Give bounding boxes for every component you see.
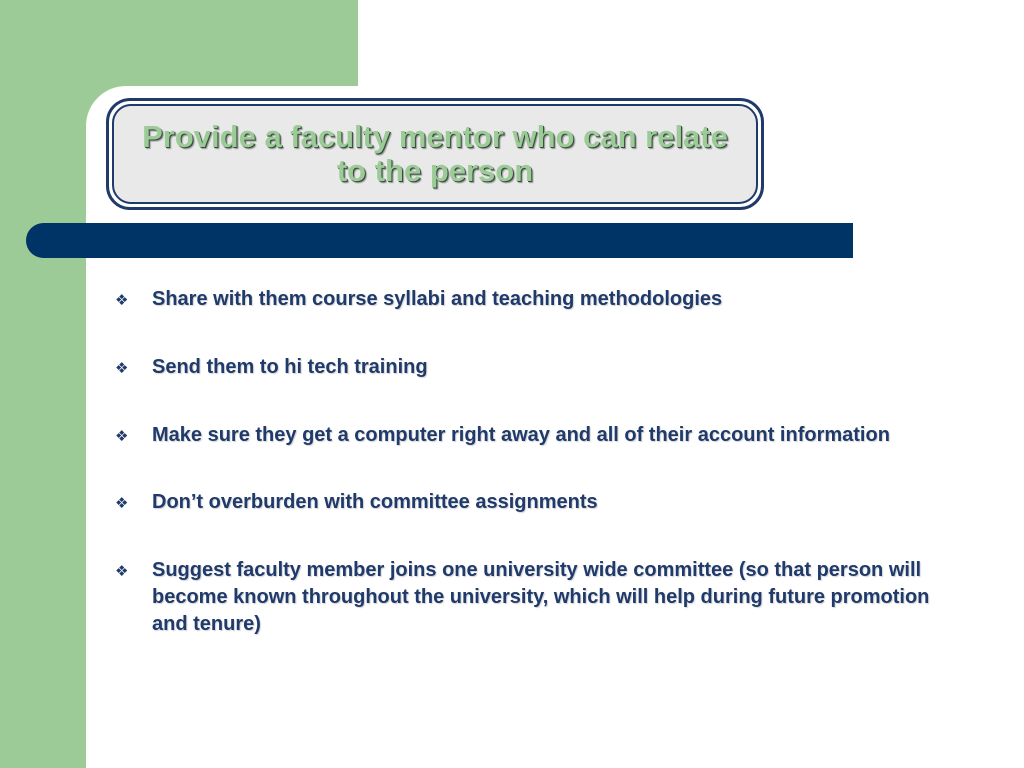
diamond-bullet-icon: ❖ — [115, 428, 129, 445]
diamond-bullet-icon: ❖ — [115, 563, 129, 580]
blue-divider-bar — [26, 223, 853, 258]
bullet-list — [112, 286, 962, 638]
slide-title: Provide a faculty mentor who can relate to the person — [142, 119, 728, 188]
title-box — [106, 98, 764, 210]
bullet-item — [112, 354, 962, 381]
bullet-text: Don’t overburden with committee assignments — [152, 491, 598, 513]
bullet-item — [112, 286, 962, 313]
title-box-inner — [112, 104, 758, 204]
diamond-bullet-icon: ❖ — [115, 292, 129, 309]
bullet-text: Share with them course syllabi and teaching methodologies — [152, 288, 723, 310]
bullet-text: Send them to hi tech training — [152, 356, 428, 378]
bullet-item — [112, 489, 962, 516]
bullet-item — [112, 422, 962, 449]
bullet-text: Suggest faculty member joins one university wide committee (so that person will become known throughout the university, which will help during future promotion and tenure) — [152, 559, 930, 635]
bullet-item — [112, 557, 962, 638]
bullet-text: Make sure they get a computer right away and all of their account information — [152, 424, 890, 446]
diamond-bullet-icon: ❖ — [115, 495, 129, 512]
diamond-bullet-icon: ❖ — [115, 360, 129, 377]
